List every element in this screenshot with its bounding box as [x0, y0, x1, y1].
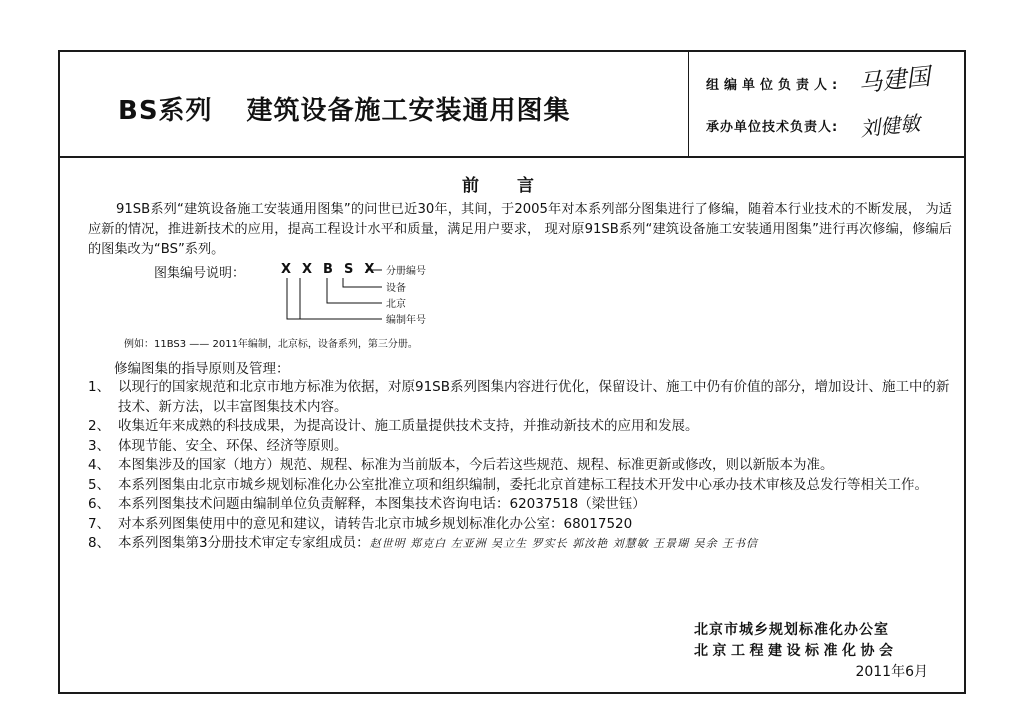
list-item: 3、 体现节能、安全、环保、经济等原则。 — [88, 437, 348, 454]
footer-block — [694, 620, 934, 683]
footer-org-2: 北京工程建设标准化协会 — [694, 643, 898, 659]
code-label: 图集编号说明： — [154, 266, 246, 281]
beijing-connector — [327, 278, 382, 303]
org-responsible-label: 组编单位负责人: — [706, 78, 843, 93]
principles-list — [88, 378, 952, 554]
code-diagram — [270, 260, 470, 340]
list-item: 6、 本系列图集技术问题由编制单位负责解释，本图集技术咨询电话：62037518（梁世钰） — [88, 496, 646, 512]
tech-responsible-signature: 刘健敏 — [859, 110, 922, 142]
header-column-divider — [688, 50, 689, 157]
equipment-connector — [343, 278, 382, 287]
preface-intro: 91SB系列“建筑设备施工安装通用图集”的问世已近30年，其间，于2005年对本系列部分图集进行了修编，随着本行业技术的不断发展， 为适应新的情况，推进新技术的应用，提高工程设计水平和质量，满足用户要求， 现对原91SB系列“建筑设备施工安装通用图集”进行再次修编，修编后的图集改为“BS”系列。 — [88, 202, 952, 257]
code-equipment-label: 设备 — [386, 283, 406, 294]
year-connector — [287, 278, 300, 319]
page-title — [118, 90, 571, 127]
code-example: 例如：11BS3 —— 2011年编制，北京标，设备系列，第三分册。 — [124, 339, 418, 350]
org-responsible-signature: 马建国 — [856, 62, 932, 98]
footer-org-1: 北京市城乡规划标准化办公室 — [694, 622, 889, 638]
list-item: 4、 本图集涉及的国家（地方）规范、规程、标准为当前版本，今后若这些规范、规程、标准更新或修改，则以新版本为准。 — [88, 457, 834, 473]
list-item: 7、 对本系列图集使用中的意见和建议，请转告北京市城乡规划标准化办公室：68017520 — [88, 515, 633, 532]
principles-title: 修编图集的指导原则及管理： — [114, 361, 290, 377]
year-connector-2 — [300, 278, 382, 319]
list-item: 1、 以现行的国家规范和北京市地方标准为依据，对原91SB系列图集内容进行优化，保留设计、施工中仍有价值的部分，增加设计、施工中的新技术、新方法，以丰富图集技术内容。 — [88, 379, 950, 415]
code-year-label: 编制年号 — [386, 315, 426, 326]
code-volume-label: 分册编号 — [386, 266, 426, 277]
code-characters: XXBSX — [281, 262, 386, 277]
list-item: 2、 收集近年来成熟的科技成果，为提高设计、施工质量提供技术支持，并推动新技术的应用和发展。 — [88, 418, 699, 434]
code-beijing-label: 北京 — [386, 299, 406, 310]
series-label: BS系列 — [118, 96, 213, 126]
atlas-title: 建筑设备施工安装通用图集 — [246, 96, 571, 126]
experts-label: 本系列图集第3分册技术审定专家组成员： — [118, 535, 370, 551]
tech-responsible-label: 承办单位技术负责人: — [706, 120, 839, 135]
preface-heading: 前言 — [462, 176, 572, 196]
header-divider — [58, 156, 966, 158]
expert-names: 赵世明 郑克白 左亚洲 吴立生 罗实长 郭汝艳 刘慧敏 王景瑚 吴余 王书信 — [369, 537, 759, 550]
list-item: 5、 本系列图集由北京市城乡规划标准化办公室批准立项和组织编制，委托北京首建标工程技术开发中心承办技术审核及总发行等相关工作。 — [88, 476, 928, 493]
footer-date: 2011年6月 — [855, 664, 928, 680]
list-item: 8、 本系列图集第3分册技术审定专家组成员：赵世明 郑克白 左亚洲 吴立生 罗实长 郭汝艳 刘慧敏 王景瑚 吴余 王书信 — [88, 535, 759, 551]
